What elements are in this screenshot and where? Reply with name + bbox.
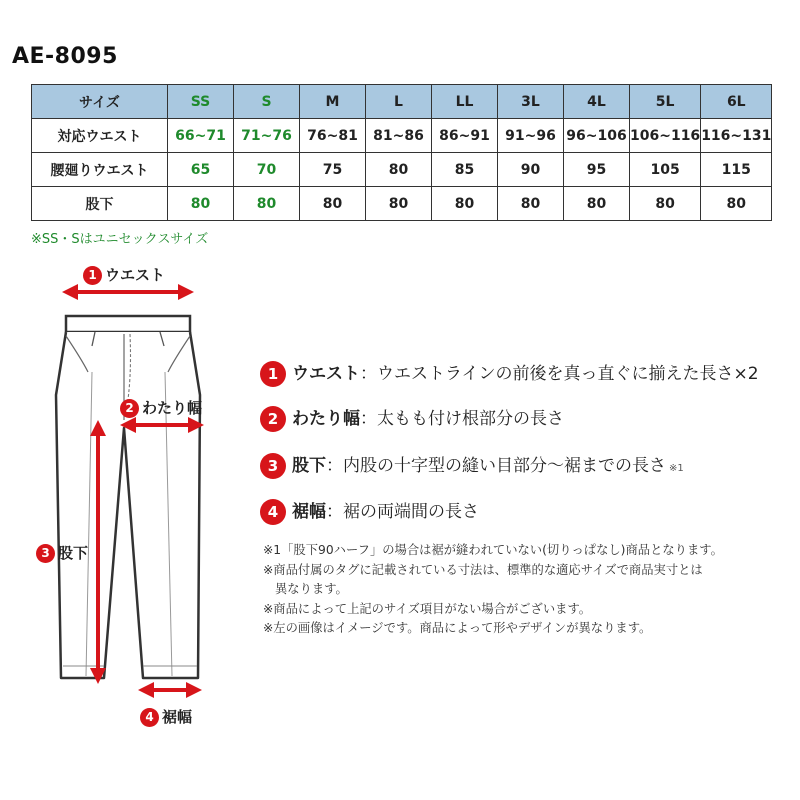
label-text: 裾幅 <box>162 708 193 726</box>
table-cell: 85 <box>432 153 498 187</box>
legend-item <box>260 404 564 432</box>
legend-term: ウエスト <box>292 364 360 384</box>
footnotes <box>263 541 723 639</box>
row-label: 腰廻りウエスト <box>32 153 168 187</box>
table-row <box>32 119 772 153</box>
table-header-row <box>32 85 772 119</box>
table-cell: 76~81 <box>300 119 366 153</box>
size-table <box>31 84 772 221</box>
number-badge: 3 <box>36 544 55 563</box>
table-cell: 115 <box>701 153 772 187</box>
table-header-cell: サイズ <box>32 85 168 119</box>
table-header-cell: 6L <box>701 85 772 119</box>
unisex-note: ※SS・Sはユニセックスサイズ <box>31 232 209 247</box>
table-header-cell: 3L <box>498 85 564 119</box>
note-line: ※左の画像はイメージです。商品によって形やデザインが異なります。 <box>263 621 652 635</box>
label-text: 股下 <box>58 544 89 562</box>
legend-item <box>260 359 759 387</box>
table-cell: 106~116 <box>630 119 701 153</box>
table-header-cell: S <box>234 85 300 119</box>
table-header-cell: L <box>366 85 432 119</box>
table-row <box>32 153 772 187</box>
table-cell: 116~131 <box>701 119 772 153</box>
legend-term: わたり幅 <box>292 409 360 429</box>
note-line: ※1「股下90ハーフ」の場合は裾が縫われていない(切りっぱなし)商品となります。 <box>263 543 723 557</box>
table-cell: 91~96 <box>498 119 564 153</box>
label-text: わたり幅 <box>142 399 203 417</box>
label-thigh <box>120 397 202 418</box>
table-cell: 80 <box>366 153 432 187</box>
label-text: ウエスト <box>105 266 166 284</box>
table-cell: 80 <box>234 187 300 221</box>
legend-term: 裾幅 <box>292 502 326 522</box>
number-badge: 2 <box>120 399 139 418</box>
table-cell: 95 <box>564 153 630 187</box>
number-badge: 4 <box>260 499 286 525</box>
table-cell: 80 <box>168 187 234 221</box>
label-waist <box>83 264 165 285</box>
number-badge: 2 <box>260 406 286 432</box>
number-badge: 1 <box>260 361 286 387</box>
footnote-ref: ※1 <box>669 463 684 474</box>
table-row <box>32 187 772 221</box>
legend-item <box>260 451 684 479</box>
table-cell: 71~76 <box>234 119 300 153</box>
table-cell: 96~106 <box>564 119 630 153</box>
table-header-cell: LL <box>432 85 498 119</box>
legend-term: 股下 <box>292 456 326 476</box>
model-number: AE-8095 <box>12 44 118 69</box>
table-cell: 105 <box>630 153 701 187</box>
table-cell: 80 <box>498 187 564 221</box>
table-cell: 80 <box>432 187 498 221</box>
row-label: 股下 <box>32 187 168 221</box>
row-label: 対応ウエスト <box>32 119 168 153</box>
table-cell: 81~86 <box>366 119 432 153</box>
pants-waistband <box>66 316 190 332</box>
legend-desc: ：太もも付け根部分の長さ <box>360 409 564 429</box>
table-cell: 75 <box>300 153 366 187</box>
table-cell: 80 <box>630 187 701 221</box>
table-cell: 66~71 <box>168 119 234 153</box>
legend-item <box>260 497 479 525</box>
table-cell: 86~91 <box>432 119 498 153</box>
note-line: ※商品によって上記のサイズ項目がない場合がございます。 <box>263 601 592 616</box>
number-badge: 1 <box>83 266 102 285</box>
pants-diagram <box>0 250 250 730</box>
table-cell: 80 <box>564 187 630 221</box>
note-line: 異なります。 <box>275 582 348 596</box>
table-header-cell: SS <box>168 85 234 119</box>
legend-desc: ：裾の両端間の長さ <box>326 502 479 522</box>
table-cell: 90 <box>498 153 564 187</box>
table-cell: 80 <box>701 187 772 221</box>
label-hem <box>140 706 192 727</box>
label-inseam <box>36 542 88 563</box>
pants-outline <box>56 332 203 678</box>
number-badge: 3 <box>260 453 286 479</box>
table-cell: 80 <box>366 187 432 221</box>
table-header-cell: M <box>300 85 366 119</box>
number-badge: 4 <box>140 708 159 727</box>
table-cell: 80 <box>300 187 366 221</box>
table-cell: 65 <box>168 153 234 187</box>
table-cell: 70 <box>234 153 300 187</box>
table-header-cell: 4L <box>564 85 630 119</box>
legend-desc: ：ウエストラインの前後を真っ直ぐに揃えた長さ×2 <box>360 364 759 384</box>
legend-desc: ：内股の十字型の縫い目部分～裾までの長さ <box>326 456 666 476</box>
table-header-cell: 5L <box>630 85 701 119</box>
note-line: ※商品付属のタグに記載されている寸法は、標準的な適応サイズで商品実寸とは <box>263 562 703 577</box>
